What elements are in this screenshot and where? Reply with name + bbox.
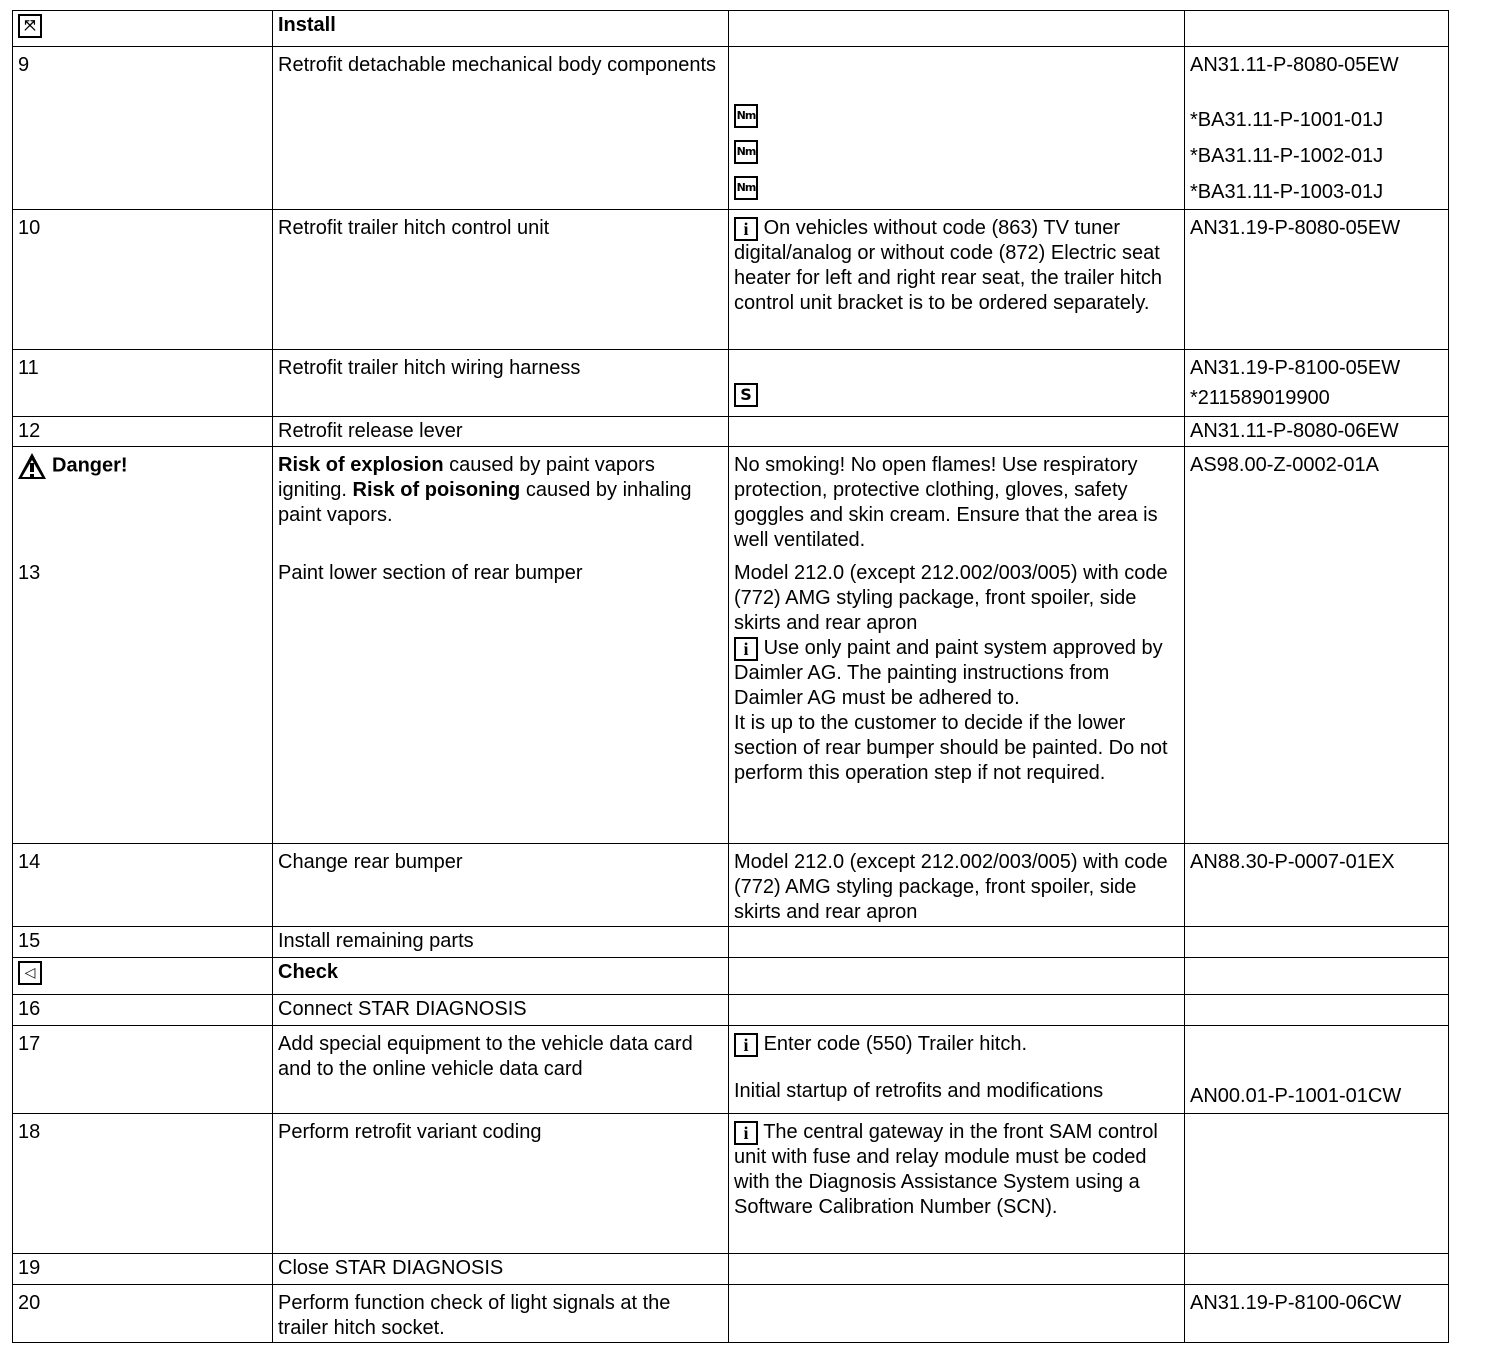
reference-link[interactable]: AN88.30-P-0007-01EX (1185, 844, 1449, 927)
table-row (13, 11, 1449, 47)
step-sub-operation: Initial startup of retrofits and modifications (734, 1080, 1104, 1102)
step-number: 19 (13, 1254, 273, 1285)
special-tool-icon: S (734, 383, 758, 407)
step-number: 10 (13, 210, 273, 350)
table-row (13, 995, 1449, 1026)
table-row (13, 958, 1449, 995)
table-row (13, 1114, 1449, 1254)
step-operation: Change rear bumper (273, 844, 729, 927)
reference-link[interactable]: AN31.19-P-8100-06CW (1185, 1285, 1449, 1343)
step-operation: Retrofit release lever (273, 417, 729, 447)
danger-text: Risk of explosion caused by paint vapors igniting. Risk of poisoning caused by inhaling paint vapors. (278, 454, 692, 526)
check-icon: ◁ (18, 961, 42, 985)
step-number: 12 (13, 417, 273, 447)
reference-link[interactable]: AN31.11-P-8080-06EW (1185, 417, 1449, 447)
step-operation: Install remaining parts (273, 927, 729, 958)
table-row (13, 417, 1449, 447)
torque-reference[interactable]: *BA31.11-P-1001-01J (1190, 109, 1384, 131)
torque-icon: Nm (734, 140, 758, 164)
table-row (13, 844, 1449, 927)
info-icon: i (734, 217, 758, 241)
step-condition: Model 212.0 (except 212.002/003/005) with code (772) AMG styling package, front spoiler, side skirts and rear apron (734, 562, 1168, 634)
step-operation: Connect STAR DIAGNOSIS (273, 995, 729, 1026)
table-row (13, 927, 1449, 958)
table-row (13, 447, 1449, 844)
step-operation: Paint lower section of rear bumper (278, 562, 583, 584)
info-icon: i (734, 1121, 758, 1145)
step-number: 9 (13, 47, 273, 210)
table-row (13, 1254, 1449, 1285)
step-operation: Retrofit trailer hitch wiring harness (273, 350, 729, 417)
reference-link[interactable]: AN31.19-P-8080-05EW (1185, 210, 1449, 350)
reference-link[interactable]: AN31.11-P-8080-05EW (1190, 54, 1399, 76)
table-row (13, 47, 1449, 210)
step-operation: Retrofit trailer hitch control unit (273, 210, 729, 350)
table-row (13, 350, 1449, 417)
procedure-table (12, 10, 1449, 1343)
table-row (13, 1285, 1449, 1343)
step-operation: Close STAR DIAGNOSIS (273, 1254, 729, 1285)
section-title-check: Check (273, 958, 729, 995)
step-operation: Retrofit detachable mechanical body components (273, 47, 729, 210)
step-number: 20 (13, 1285, 273, 1343)
step-note: The central gateway in the front SAM control unit with fuse and relay module must be coded with the Diagnosis Assistance System using a Software Calibration Number (SCN). (734, 1121, 1158, 1218)
danger-icon (18, 453, 46, 479)
step-operation: Perform retrofit variant coding (273, 1114, 729, 1254)
part-number[interactable]: *211589019900 (1190, 387, 1330, 409)
info-icon: i (734, 1033, 758, 1057)
torque-reference[interactable]: *BA31.11-P-1003-01J (1190, 181, 1384, 203)
table-row (13, 210, 1449, 350)
step-note: On vehicles without code (863) TV tuner digital/analog or without code (872) Electric seat heater for left and right rear seat, the trailer hitch control unit bracket is to be ordered separately. (734, 217, 1162, 314)
step-condition: Model 212.0 (except 212.002/003/005) with code (772) AMG styling package, front spoiler, side skirts and rear apron (729, 844, 1185, 927)
step-number: 15 (13, 927, 273, 958)
reference-link[interactable]: AN00.01-P-1001-01CW (1185, 1026, 1449, 1114)
torque-icon: Nm (734, 104, 758, 128)
step-note: Use only paint and paint system approved by Daimler AG. The painting instructions from Daimler AG must be adhered to. (734, 637, 1163, 709)
table-row (13, 1026, 1449, 1114)
step-number: 11 (13, 350, 273, 417)
step-number: 13 (18, 562, 41, 584)
info-icon: i (734, 637, 758, 661)
reference-link[interactable]: AN31.19-P-8100-05EW (1190, 357, 1401, 379)
step-extra-note: It is up to the customer to decide if the lower section of rear bumper should be painted. Do not perform this operation step if not required. (734, 712, 1168, 784)
step-number: 14 (13, 844, 273, 927)
step-number: 17 (13, 1026, 273, 1114)
torque-reference[interactable]: *BA31.11-P-1002-01J (1190, 145, 1384, 167)
step-operation: Add special equipment to the vehicle data card and to the online vehicle data card (273, 1026, 729, 1114)
danger-label: Danger! (52, 454, 128, 477)
torque-icon: Nm (734, 176, 758, 200)
step-number: 18 (13, 1114, 273, 1254)
reference-link[interactable]: AS98.00-Z-0002-01A (1185, 447, 1449, 844)
step-number: 16 (13, 995, 273, 1026)
install-icon: ⤧ (18, 14, 42, 38)
step-operation: Perform function check of light signals at the trailer hitch socket. (273, 1285, 729, 1343)
danger-measures: No smoking! No open flames! Use respiratory protection, protective clothing, gloves, safety goggles and skin cream. Ensure that the area is well ventilated. (734, 454, 1158, 551)
step-note: Enter code (550) Trailer hitch. (763, 1033, 1028, 1055)
section-title-install: Install (273, 11, 729, 47)
